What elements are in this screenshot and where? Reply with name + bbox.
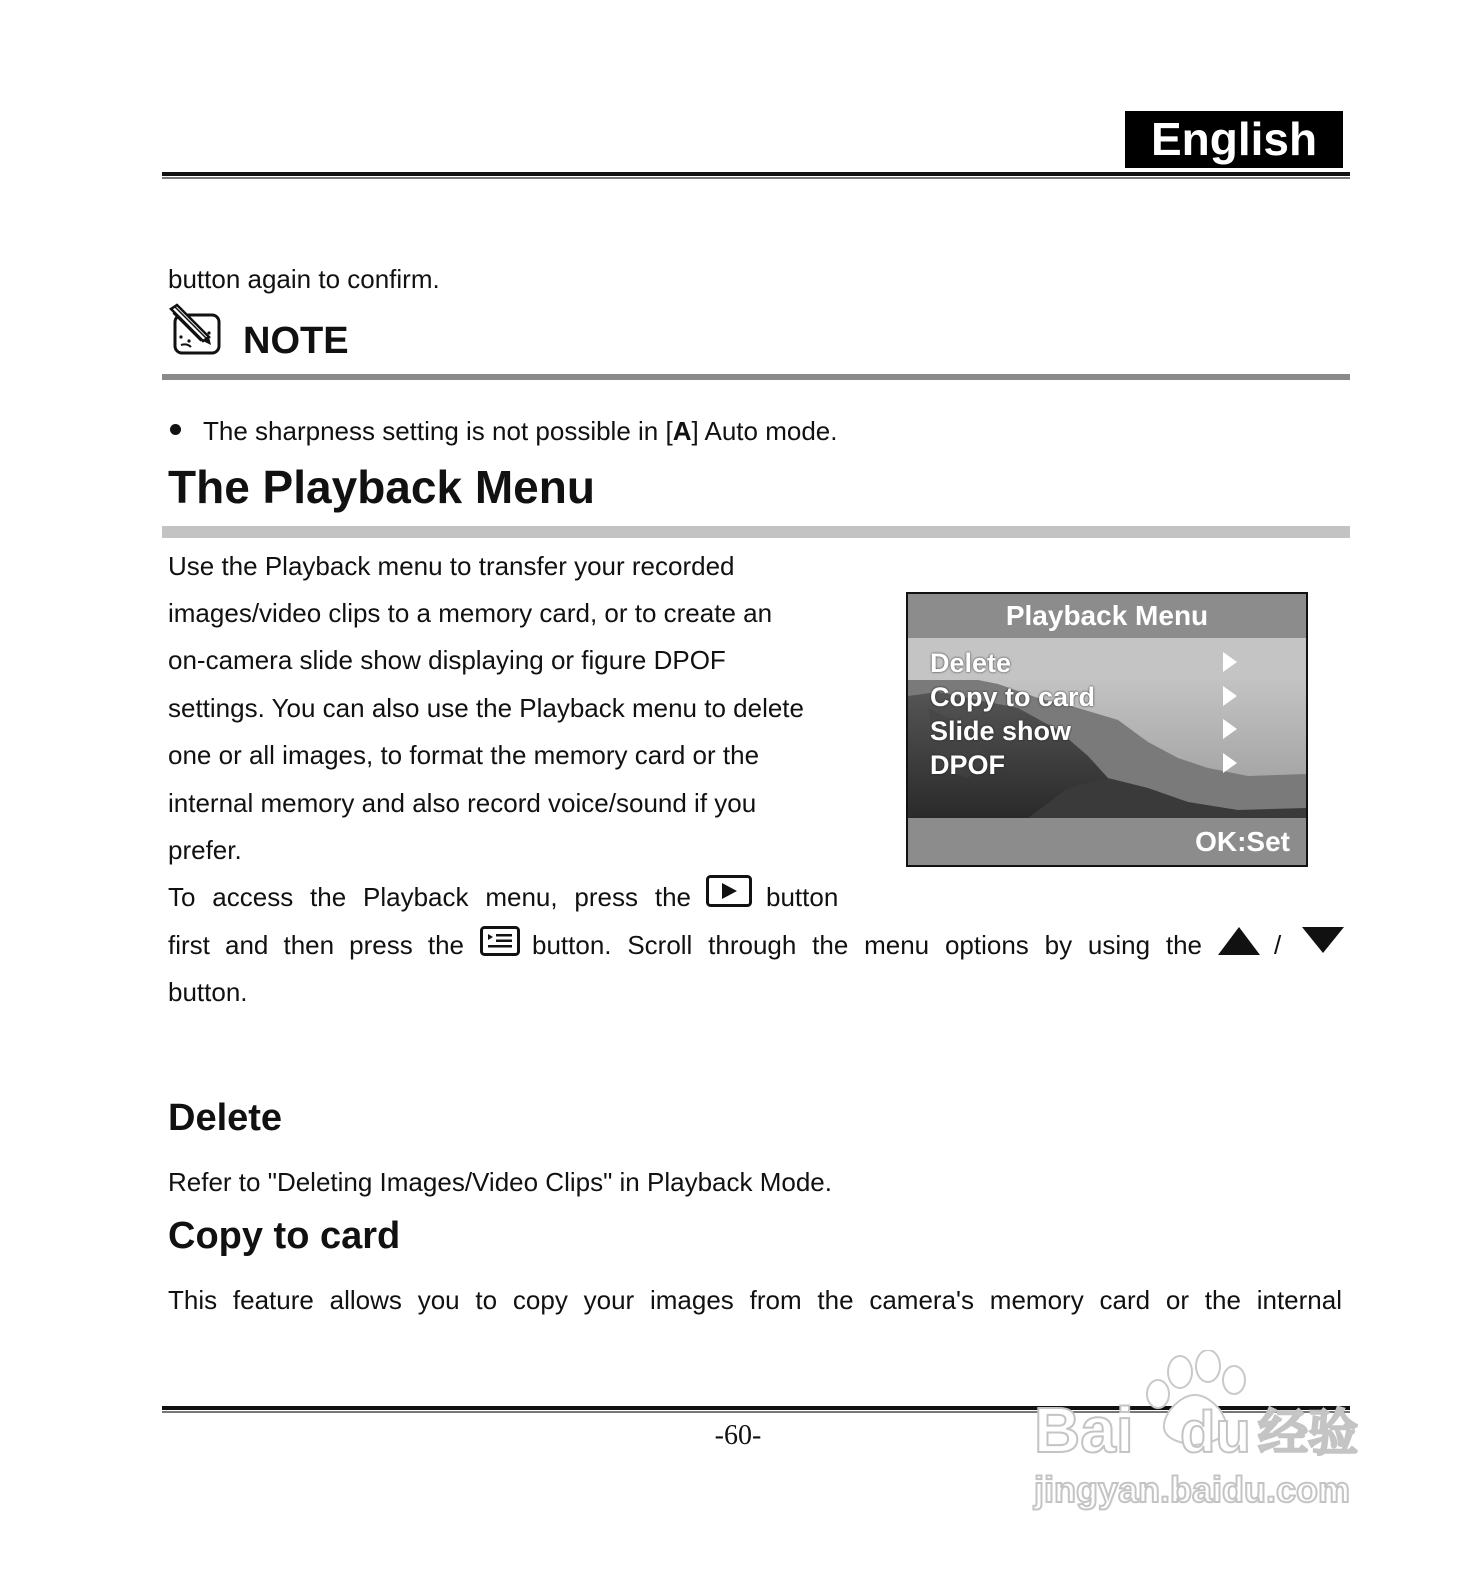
note-rule <box>162 374 1350 380</box>
intro-fragment: button again to confirm. <box>168 264 440 294</box>
paragraph-line: on-camera slide show displaying or figure DPOF <box>168 645 726 675</box>
down-triangle-icon <box>1301 926 1345 954</box>
watermark-brand: du <box>1180 1400 1251 1465</box>
paragraph-line: settings. You can also use the Playback menu to delete <box>168 693 804 723</box>
paragraph-line: prefer. <box>168 835 242 865</box>
delete-text: Refer to "Deleting Images/Video Clips" in Playback Mode. <box>168 1167 832 1197</box>
paragraph-line: internal memory and also record voice/sound if you <box>168 788 757 818</box>
baidu-watermark <box>1030 1350 1375 1515</box>
note-bullet-text <box>203 416 837 446</box>
access-line-2-a: first and then press the <box>168 930 464 960</box>
watermark-url: jingyan.baidu.com <box>1034 1469 1351 1510</box>
lcd-menu-item[interactable]: Delete <box>930 648 1012 678</box>
watermark-brand: 经验 <box>1258 1405 1358 1461</box>
paragraph-line: Use the Playback menu to transfer your recorded <box>168 551 735 581</box>
note-bullet-bold: A <box>672 416 692 446</box>
access-slash: / <box>1274 930 1282 960</box>
bullet-dot <box>170 424 181 435</box>
lcd-menu-item[interactable]: Slide show <box>930 716 1072 746</box>
section-title: The Playback Menu <box>168 461 595 513</box>
language-badge: English <box>1125 111 1343 168</box>
lcd-arrow-icon <box>1222 752 1238 774</box>
note-bullet-pre: The sharpness setting is not possible in [ <box>203 416 673 446</box>
lcd-title: Playback Menu <box>908 594 1306 638</box>
watermark-brand: Bai <box>1034 1394 1134 1466</box>
up-triangle-icon <box>1217 926 1261 956</box>
note-pencil-icon <box>167 303 223 357</box>
play-button-icon <box>706 875 752 907</box>
menu-button-icon <box>480 926 520 956</box>
delete-title: Delete <box>168 1097 283 1139</box>
header-rule-shadow <box>162 177 1350 179</box>
page-number: -60- <box>714 1420 762 1451</box>
lcd-footer: OK:Set <box>908 818 1306 865</box>
access-line-1-a: To access the Playback menu, press the <box>168 882 691 912</box>
lcd-arrow-icon <box>1222 685 1238 707</box>
paragraph-line: images/video clips to a memory card, or to create an <box>168 598 773 628</box>
lcd-menu-item[interactable]: DPOF <box>930 750 1006 780</box>
paragraph-line: one or all images, to format the memory card or the <box>168 740 760 770</box>
lcd-arrow-icon <box>1222 651 1238 673</box>
lcd-arrow-icon <box>1222 718 1238 740</box>
note-bullet-post: ] Auto mode. <box>691 416 838 446</box>
lcd-menu-item[interactable]: Copy to card <box>930 682 1096 712</box>
copy-to-card-title: Copy to card <box>168 1215 401 1257</box>
access-line-3: button. <box>168 977 248 1007</box>
section-rule <box>162 526 1350 538</box>
note-title: NOTE <box>243 320 349 362</box>
access-line-1-b: button <box>766 882 839 912</box>
access-line-2-b: button. Scroll through the menu options by using the <box>532 930 1202 960</box>
playback-menu-screenshot <box>906 592 1308 867</box>
header-rule <box>162 172 1350 176</box>
copy-to-card-text: This feature allows you to copy your images from the camera's memory card or the internal <box>168 1285 1342 1315</box>
